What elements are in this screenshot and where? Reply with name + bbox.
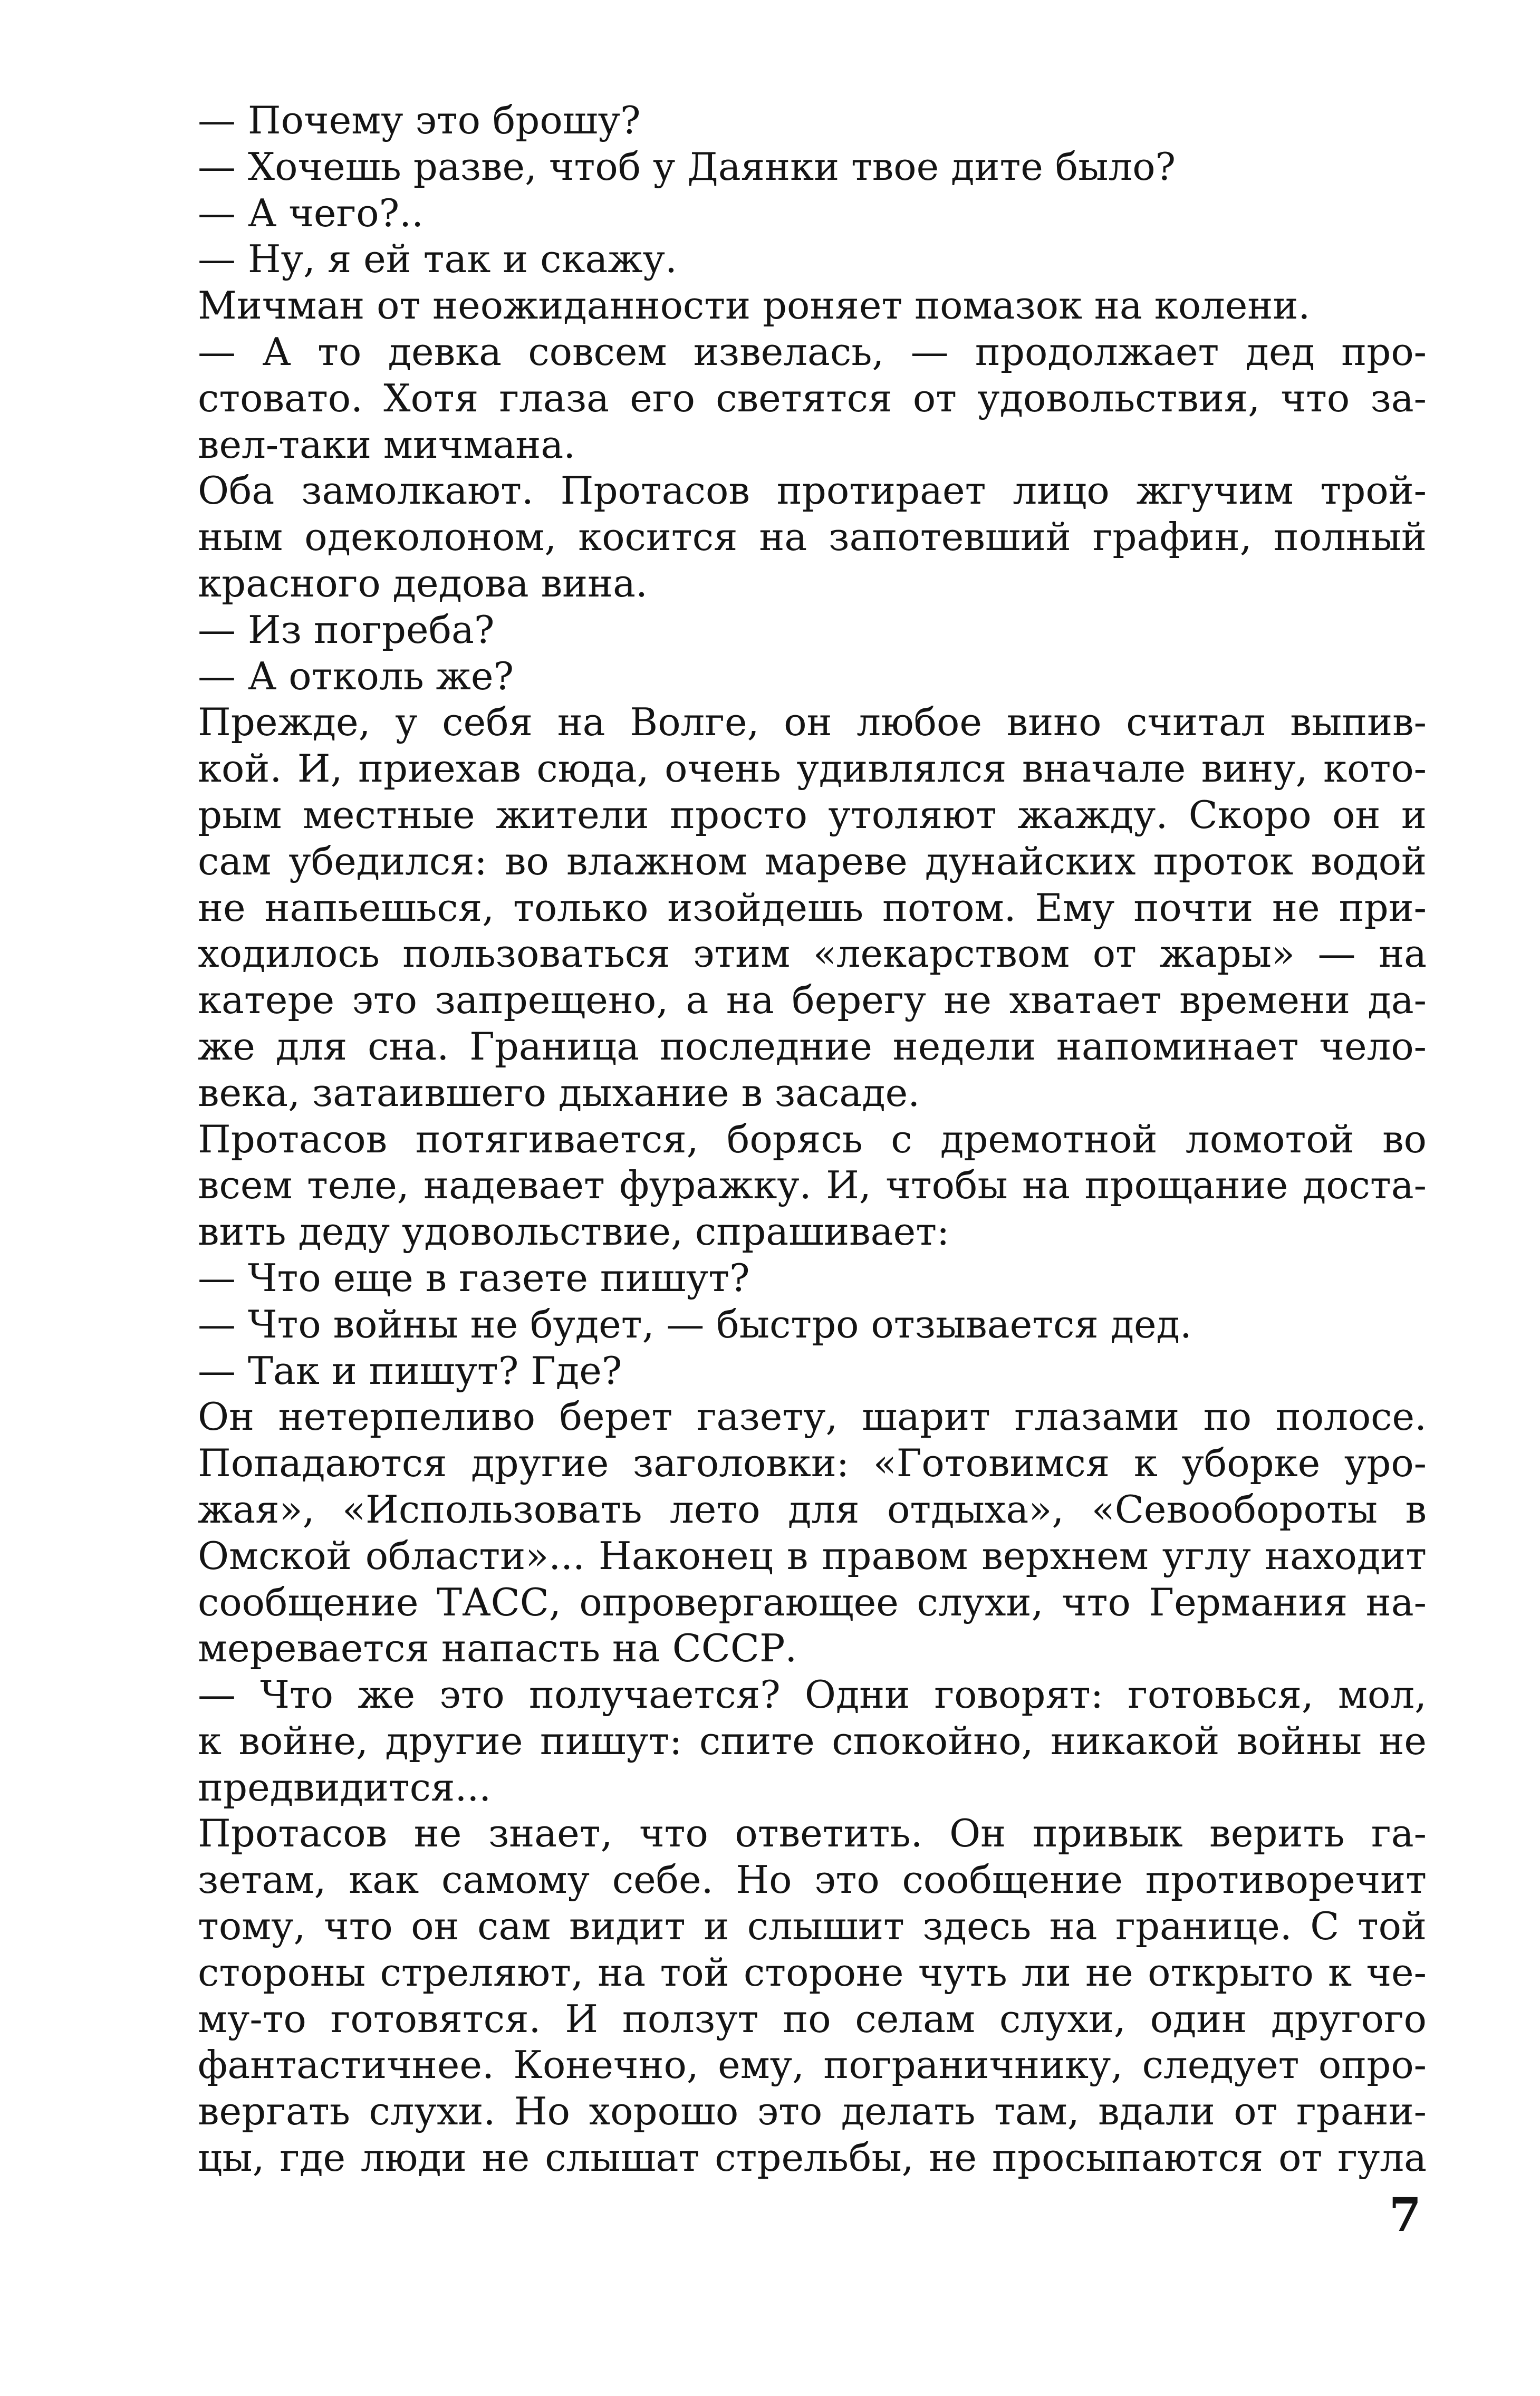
text-line: меревается напасть на СССР. bbox=[198, 1626, 797, 1671]
text-line: красного дедова вина. bbox=[198, 561, 648, 605]
text-line: Омской области»... Наконец в правом верхнем углу находит bbox=[198, 1533, 1427, 1578]
text-line: не напьешься, только изойдешь потом. Ему почти не при- bbox=[198, 885, 1427, 930]
text-line: же для сна. Граница последние недели напоминает чело- bbox=[198, 1024, 1427, 1069]
text-line: — Что еще в газете пишут? bbox=[198, 1255, 750, 1300]
text-line: — Хочешь разве, чтоб у Даянки твое дите было? bbox=[198, 144, 1176, 189]
text-line: — Что же это получается? Одни говорят: готовься, мол, bbox=[198, 1672, 1427, 1717]
text-line: ным одеколоном, косится на запотевший графин, полный bbox=[198, 515, 1427, 560]
text-line: всем теле, надевает фуражку. И, чтобы на прощание доста- bbox=[198, 1163, 1427, 1208]
text-line: цы, где люди не слышат стрельбы, не просыпаются от гула bbox=[198, 2135, 1427, 2180]
text-line: му-то готовятся. И ползут по селам слухи, один другого bbox=[198, 1996, 1427, 2041]
text-line: стовато. Хотя глаза его светятся от удовольствия, что за- bbox=[198, 376, 1427, 420]
text-line: — Из погреба? bbox=[198, 607, 495, 652]
text-line: Протасов потягивается, борясь с дремотной ломотой во bbox=[198, 1117, 1427, 1161]
text-line: вел-таки мичмана. bbox=[198, 422, 576, 467]
text-line: Попадаются другие заголовки: «Готовимся к уборке уро- bbox=[198, 1441, 1427, 1486]
text-line: вергать слухи. Но хорошо это делать там, вдали от грани- bbox=[198, 2089, 1427, 2134]
text-line: сам убедился: во влажном мареве дунайских проток водой bbox=[198, 839, 1427, 883]
text-line: сообщение ТАСС, опровергающее слухи, что Германия на- bbox=[198, 1580, 1427, 1624]
page-text-block bbox=[198, 98, 1427, 2181]
text-line: катере это запрещено, а на берегу не хватает времени да- bbox=[198, 978, 1427, 1023]
text-line: к войне, другие пишут: спите спокойно, никакой войны не bbox=[198, 1718, 1427, 1763]
text-line: Мичман от неожиданности роняет помазок на колени. bbox=[198, 283, 1311, 328]
text-line: ходилось пользоваться этим «лекарством от жары» — на bbox=[198, 931, 1427, 976]
page-number: 7 bbox=[1389, 2187, 1421, 2242]
text-line: предвидится... bbox=[198, 1765, 492, 1810]
text-line: вить деду удовольствие, спрашивает: bbox=[198, 1209, 950, 1254]
text-line: Оба замолкают. Протасов протирает лицо жгучим трой- bbox=[198, 468, 1427, 513]
text-line: рым местные жители просто утоляют жажду. Скоро он и bbox=[198, 792, 1427, 837]
text-line: Он нетерпеливо берет газету, шарит глазами по полосе. bbox=[198, 1394, 1427, 1439]
text-line: — Почему это брошу? bbox=[198, 98, 641, 142]
text-line: стороны стреляют, на той стороне чуть ли не открыто к че- bbox=[198, 1950, 1427, 1995]
text-line: — Что войны не будет, — быстро отзывается дед. bbox=[198, 1302, 1192, 1346]
text-line: — Так и пишут? Где? bbox=[198, 1348, 622, 1393]
text-line: зетам, как самому себе. Но это сообщение противоречит bbox=[198, 1858, 1427, 1902]
text-line: — А то девка совсем извелась, — продолжает дед про- bbox=[198, 329, 1427, 374]
text-line: века, затаившего дыхание в засаде. bbox=[198, 1070, 920, 1115]
text-line: жая», «Использовать лето для отдыха», «Севообороты в bbox=[198, 1487, 1427, 1532]
text-line: Протасов не знает, что ответить. Он привык верить га- bbox=[198, 1811, 1427, 1856]
text-line: Прежде, у себя на Волге, он любое вино считал выпив- bbox=[198, 700, 1427, 745]
text-line: — А отколь же? bbox=[198, 653, 514, 698]
text-line: тому, что он сам видит и слышит здесь на границе. С той bbox=[198, 1904, 1427, 1949]
text-line: фантастичнее. Конечно, ему, пограничнику, следует опро- bbox=[198, 2043, 1427, 2087]
text-line: кой. И, приехав сюда, очень удивлялся вначале вину, кото- bbox=[198, 746, 1427, 791]
text-line: — А чего?.. bbox=[198, 190, 424, 235]
text-line: — Ну, я ей так и скажу. bbox=[198, 237, 677, 282]
